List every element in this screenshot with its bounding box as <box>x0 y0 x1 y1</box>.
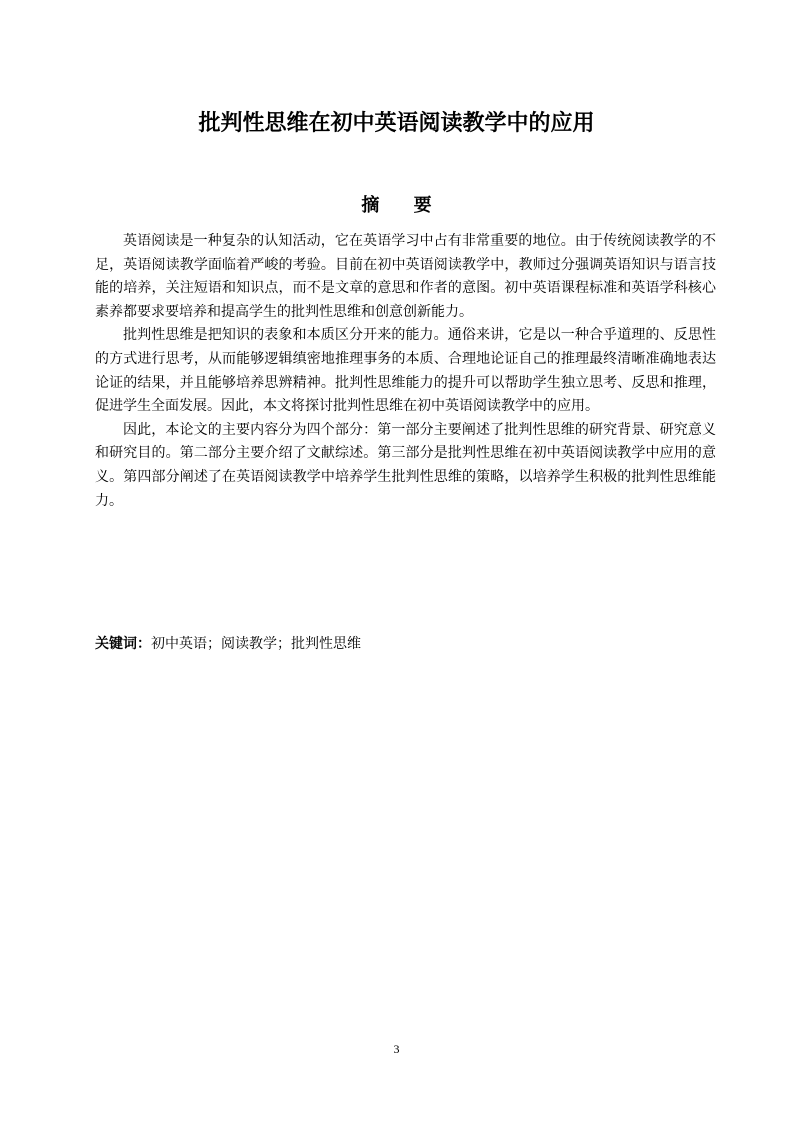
abstract-paragraph-3: 因此，本论文的主要内容分为四个部分：第一部分主要阐述了批判性思维的研究背景、研究意义和研究目的。第二部分主要介绍了文献综述。第三部分是批判性思维在初中英语阅读教学中应用的意义。第四部分阐述了在英语阅读教学中培养学生批判性思维的策略，以培养学生积极的批判性思维能力。 <box>95 421 716 509</box>
keywords-line <box>95 632 716 656</box>
keywords-value: 初中英语；阅读教学；批判性思维 <box>151 636 361 652</box>
abstract-body <box>95 230 716 513</box>
document-title: 批判性思维在初中英语阅读教学中的应用 <box>198 111 595 136</box>
keywords-label: 关键词： <box>95 636 151 652</box>
abstract-heading: 摘 要 <box>361 195 446 216</box>
abstract-paragraph-1: 英语阅读是一种复杂的认知活动，它在英语学习中占有非常重要的地位。由于传统阅读教学的不足，英语阅读教学面临着严峻的考验。目前在初中英语阅读教学中，教师过分强调英语知识与语言技能的培养，关注短语和知识点，而不是文章的意思和作者的意图。初中英语课程标准和英语学科核心素养都要求要培养和提高学生的批判性思维和创意创新能力。 <box>95 233 716 320</box>
page-number: 3 <box>393 1042 400 1056</box>
abstract-paragraph-2: 批判性思维是把知识的表象和本质区分开来的能力。通俗来讲，它是以一种合乎道理的、反思性的方式进行思考，从而能够逻辑缜密地推理事务的本质、合理地论证自己的推理最终清晰准确地表达论证的结果，并且能够培养思辨精神。批判性思维能力的提升可以帮助学生独立思考、反思和推理，促进学生全面发展。因此，本文将探讨批判性思维在初中英语阅读教学中的应用。 <box>95 327 716 415</box>
